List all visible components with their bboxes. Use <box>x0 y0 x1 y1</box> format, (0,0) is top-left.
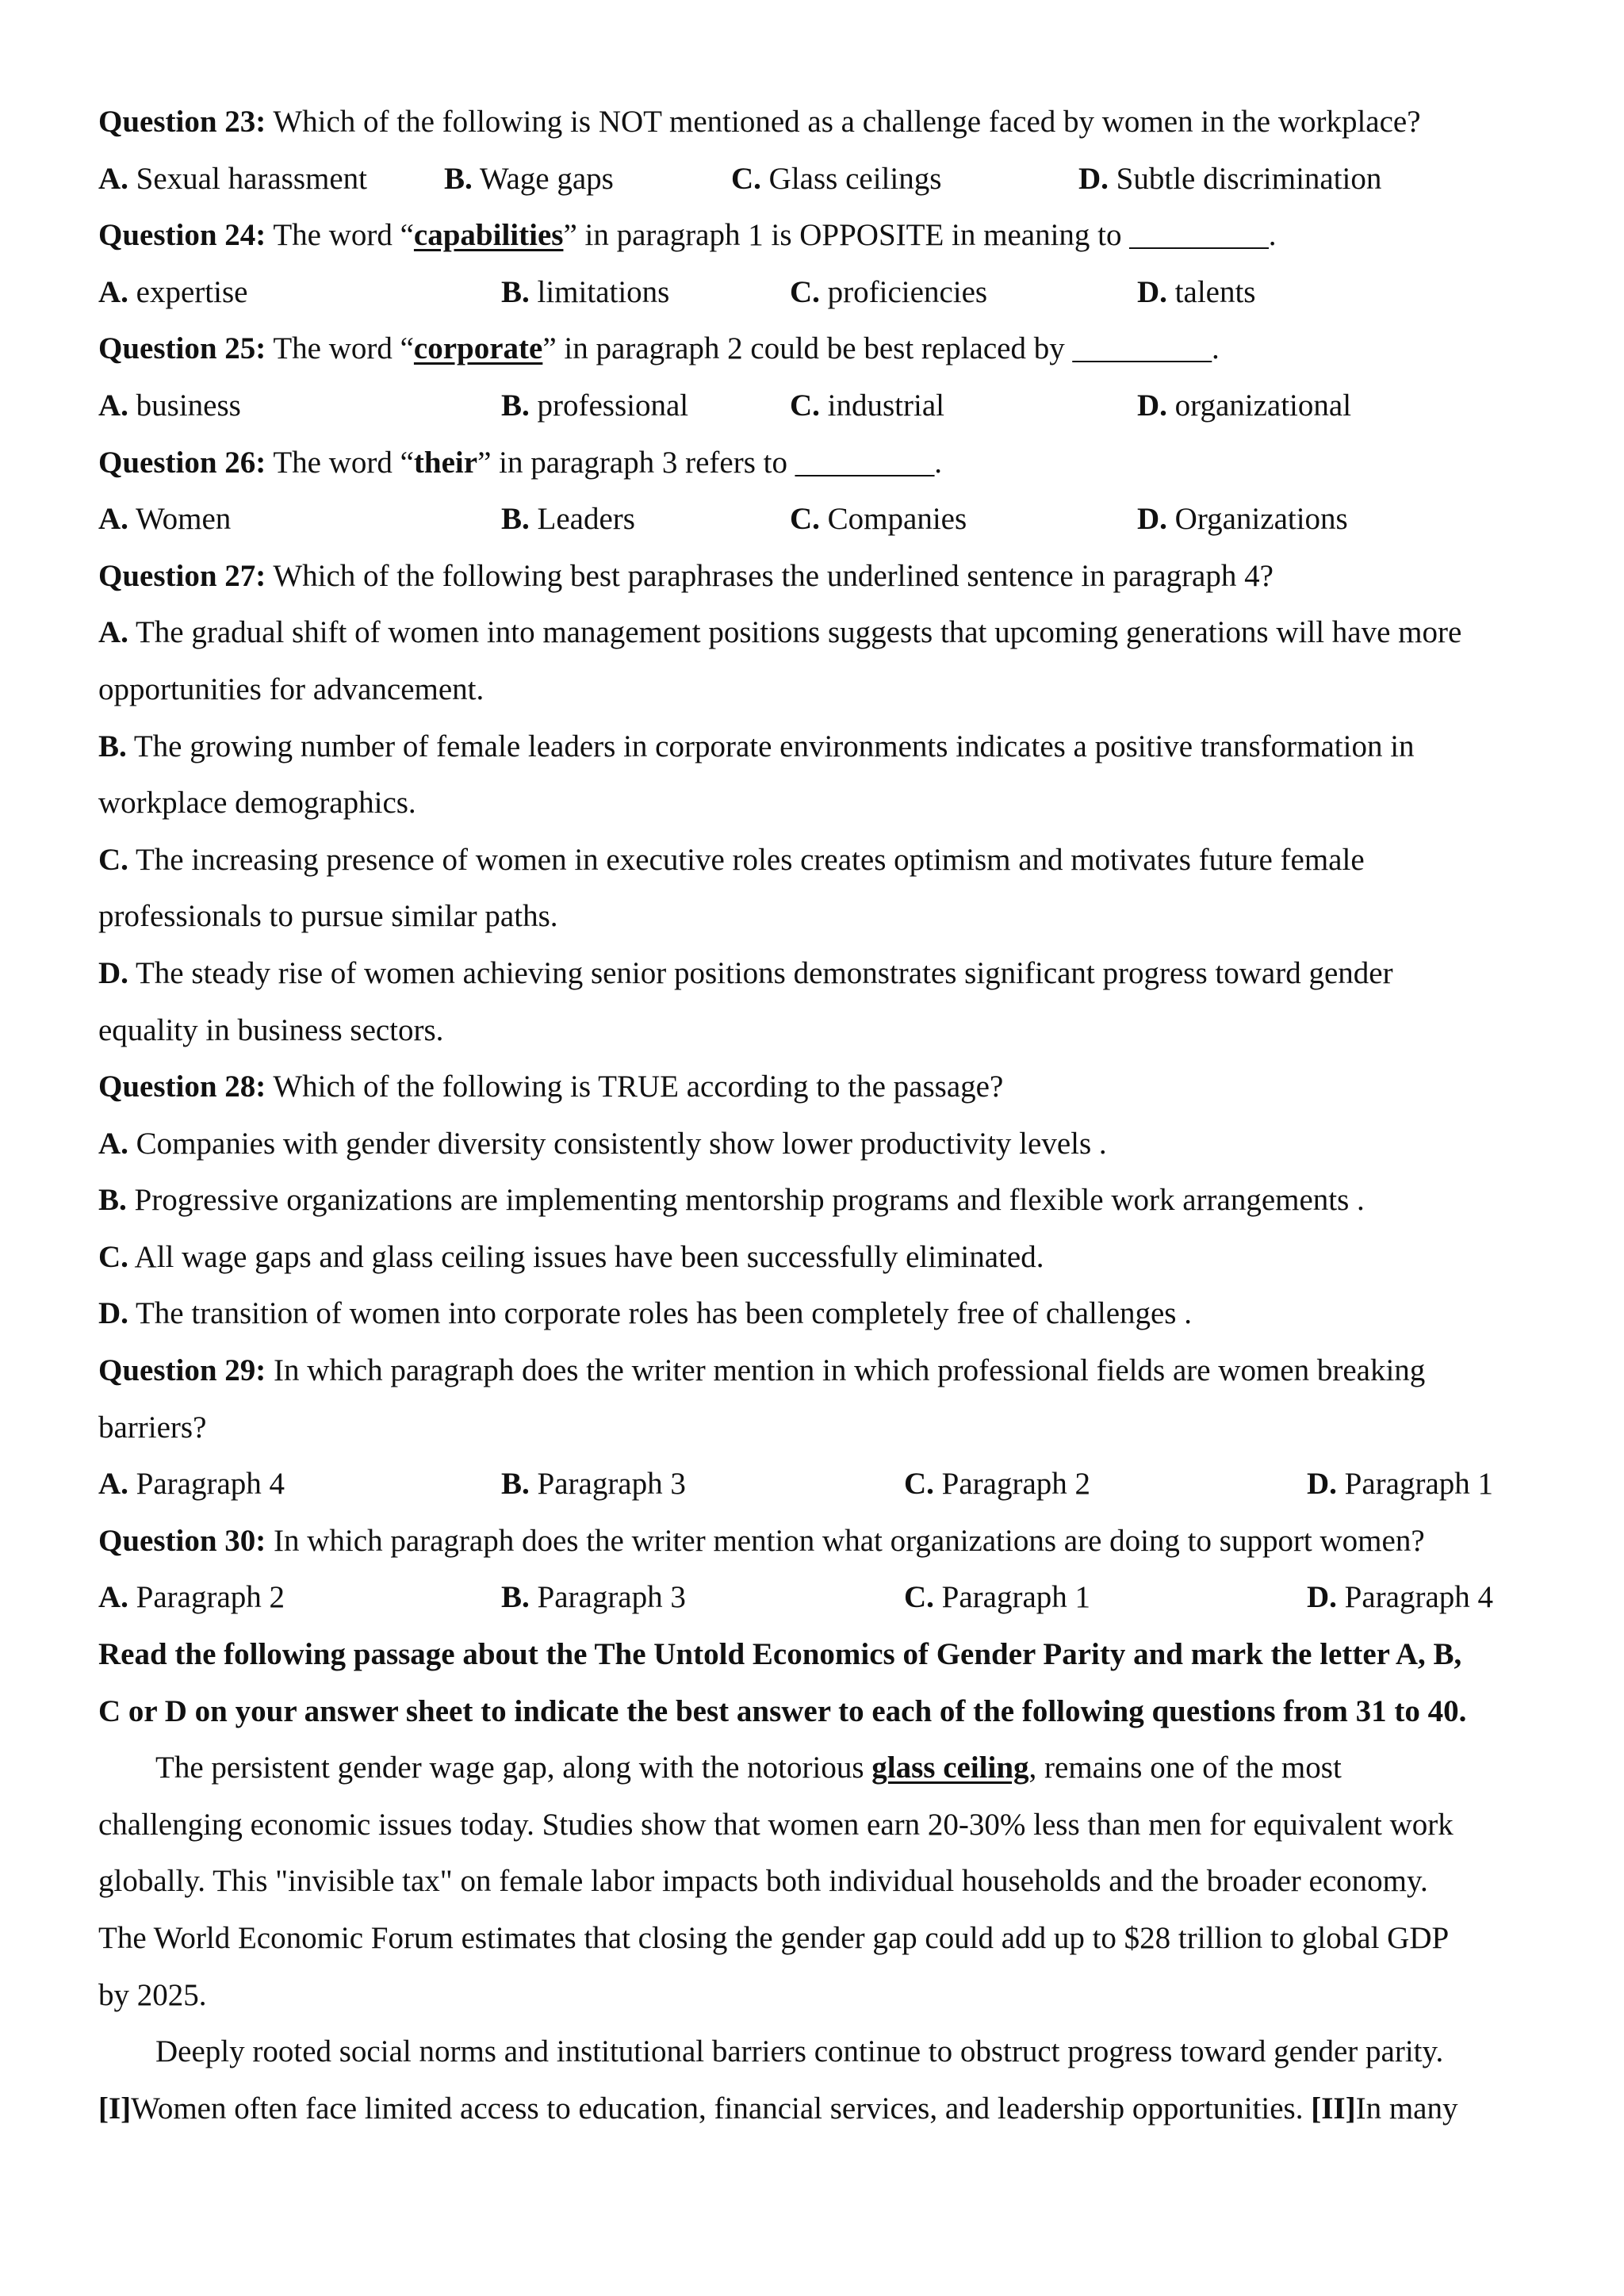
option-c[interactable]: C. Paragraph 2 <box>904 1467 1091 1502</box>
passage-line: globally. This "invisible tax" on female labor impacts both individual households and the broader economy. <box>98 1864 1428 1899</box>
option-d[interactable]: D. The steady rise of women achieving senior positions demonstrates significant progress toward gender <box>98 955 1393 990</box>
question-30-options <box>98 1569 1542 1626</box>
question-text: Which of the following is NOT mentioned as a challenge faced by women in the workplace? <box>273 105 1421 139</box>
passage-line: challenging economic issues today. Studies show that women earn 20-30% less than men for equivalent work <box>98 1807 1454 1842</box>
question-text: Which of the following is TRUE according to the passage? <box>273 1070 1004 1104</box>
insertion-marker-1: [I] <box>98 2091 132 2126</box>
option-b[interactable]: B. Paragraph 3 <box>501 1467 686 1502</box>
option-c[interactable]: C. proficiencies <box>790 274 988 309</box>
question-27 <box>98 548 1542 605</box>
highlighted-term: glass ceiling <box>871 1751 1029 1785</box>
question-label: Question 30: <box>98 1523 266 1558</box>
option-b-continued: workplace demographics. <box>98 786 416 821</box>
passage-paragraph-2: Deeply rooted social norms and institutional barriers continue to obstruct progress toward gender parity. <box>155 2034 1444 2069</box>
option-b[interactable]: B. limitations <box>501 274 670 309</box>
exam-page <box>98 94 1542 2137</box>
passage-line: by 2025. <box>98 1977 207 2012</box>
question-24: Question 24: The word “capabilities” in paragraph 1 is OPPOSITE in meaning to _________. <box>98 218 1277 253</box>
option-d[interactable]: D. Paragraph 1 <box>1307 1467 1494 1502</box>
option-a-continued: opportunities for advancement. <box>98 672 485 706</box>
insertion-marker-2: [II] <box>1311 2091 1356 2126</box>
question-25-options <box>98 377 1542 434</box>
option-b[interactable]: B. The growing number of female leaders in corporate environments indicates a positive transformation in <box>98 729 1415 763</box>
question-28 <box>98 1058 1542 1115</box>
option-d[interactable]: D. Subtle discrimination <box>1078 161 1382 196</box>
option-d[interactable]: D. talents <box>1137 274 1256 309</box>
section-instruction-continued: C or D on your answer sheet to indicate the best answer to each of the following questions from 31 to 40. <box>98 1693 1467 1728</box>
question-label: Question 23: <box>98 105 266 139</box>
keyword: their <box>413 445 478 480</box>
question-23-options <box>98 151 1542 208</box>
option-c[interactable]: C. The increasing presence of women in executive roles creates optimism and motivates future female <box>98 842 1365 877</box>
option-c[interactable]: C. industrial <box>790 388 944 423</box>
option-a[interactable]: A. The gradual shift of women into management positions suggests that upcoming generations will have more <box>98 615 1462 650</box>
question-label: Question 27: <box>98 558 266 593</box>
passage-line: The World Economic Forum estimates that closing the gender gap could add up to $28 trillion to global GDP <box>98 1921 1450 1955</box>
option-c-continued: professionals to pursue similar paths. <box>98 899 558 934</box>
question-text: In which paragraph does the writer mention in which professional fields are women breaking <box>274 1353 1426 1388</box>
option-b[interactable]: B. Wage gaps <box>444 161 614 196</box>
option-a[interactable]: A. Companies with gender diversity consistently show lower productivity levels . <box>98 1126 1107 1161</box>
option-c[interactable]: C. Glass ceilings <box>731 161 942 196</box>
passage-paragraph-1: The persistent gender wage gap, along with the notorious glass ceiling, remains one of the most <box>155 1751 1342 1785</box>
option-b[interactable]: B. professional <box>501 388 689 423</box>
option-d[interactable]: D. Organizations <box>1137 502 1348 537</box>
option-b[interactable]: B. Leaders <box>501 502 635 537</box>
question-label: Question 29: <box>98 1353 266 1388</box>
option-d-continued: equality in business sectors. <box>98 1012 444 1047</box>
section-instruction: Read the following passage about the The Untold Economics of Gender Parity and mark the letter A, B, <box>98 1637 1462 1672</box>
question-29-continued: barriers? <box>98 1410 207 1445</box>
question-24-options <box>98 264 1542 321</box>
option-d[interactable]: D. Paragraph 4 <box>1307 1580 1494 1615</box>
question-26: Question 26: The word “their” in paragraph 3 refers to _________. <box>98 445 942 480</box>
passage-line: [I]Women often face limited access to education, financial services, and leadership opportunities. [II]In many <box>98 2091 1458 2126</box>
option-b[interactable]: B. Progressive organizations are implementing mentorship programs and flexible work arrangements . <box>98 1183 1365 1218</box>
question-23 <box>98 94 1542 151</box>
question-label: Question 24: <box>98 218 266 253</box>
question-label: Question 28: <box>98 1070 266 1104</box>
option-a[interactable]: A. Women <box>98 502 232 537</box>
option-b[interactable]: B. Paragraph 3 <box>501 1580 686 1615</box>
option-d[interactable]: D. organizational <box>1137 388 1352 423</box>
keyword: capabilities <box>413 218 564 253</box>
option-c[interactable]: C. All wage gaps and glass ceiling issues have been successfully eliminated. <box>98 1239 1044 1274</box>
question-25: Question 25: The word “corporate” in paragraph 2 could be best replaced by _________. <box>98 331 1220 366</box>
option-a[interactable]: A. Paragraph 2 <box>98 1580 285 1615</box>
keyword: corporate <box>413 331 543 366</box>
option-a[interactable]: A. business <box>98 388 241 423</box>
question-text: In which paragraph does the writer mention what organizations are doing to support women? <box>274 1523 1425 1558</box>
question-label: Question 25: <box>98 331 266 366</box>
option-d[interactable]: D. The transition of women into corporate roles has been completely free of challenges . <box>98 1296 1192 1331</box>
question-30 <box>98 1513 1542 1570</box>
option-c[interactable]: C. Paragraph 1 <box>904 1580 1091 1615</box>
question-29-options <box>98 1456 1542 1513</box>
question-29 <box>98 1342 1542 1399</box>
option-a[interactable]: A. expertise <box>98 274 248 309</box>
question-26-options <box>98 491 1542 548</box>
option-a[interactable]: A. Sexual harassment <box>98 161 368 196</box>
question-label: Question 26: <box>98 445 266 480</box>
option-c[interactable]: C. Companies <box>790 502 967 537</box>
question-text: Which of the following best paraphrases the underlined sentence in paragraph 4? <box>273 558 1274 593</box>
option-a[interactable]: A. Paragraph 4 <box>98 1467 285 1502</box>
